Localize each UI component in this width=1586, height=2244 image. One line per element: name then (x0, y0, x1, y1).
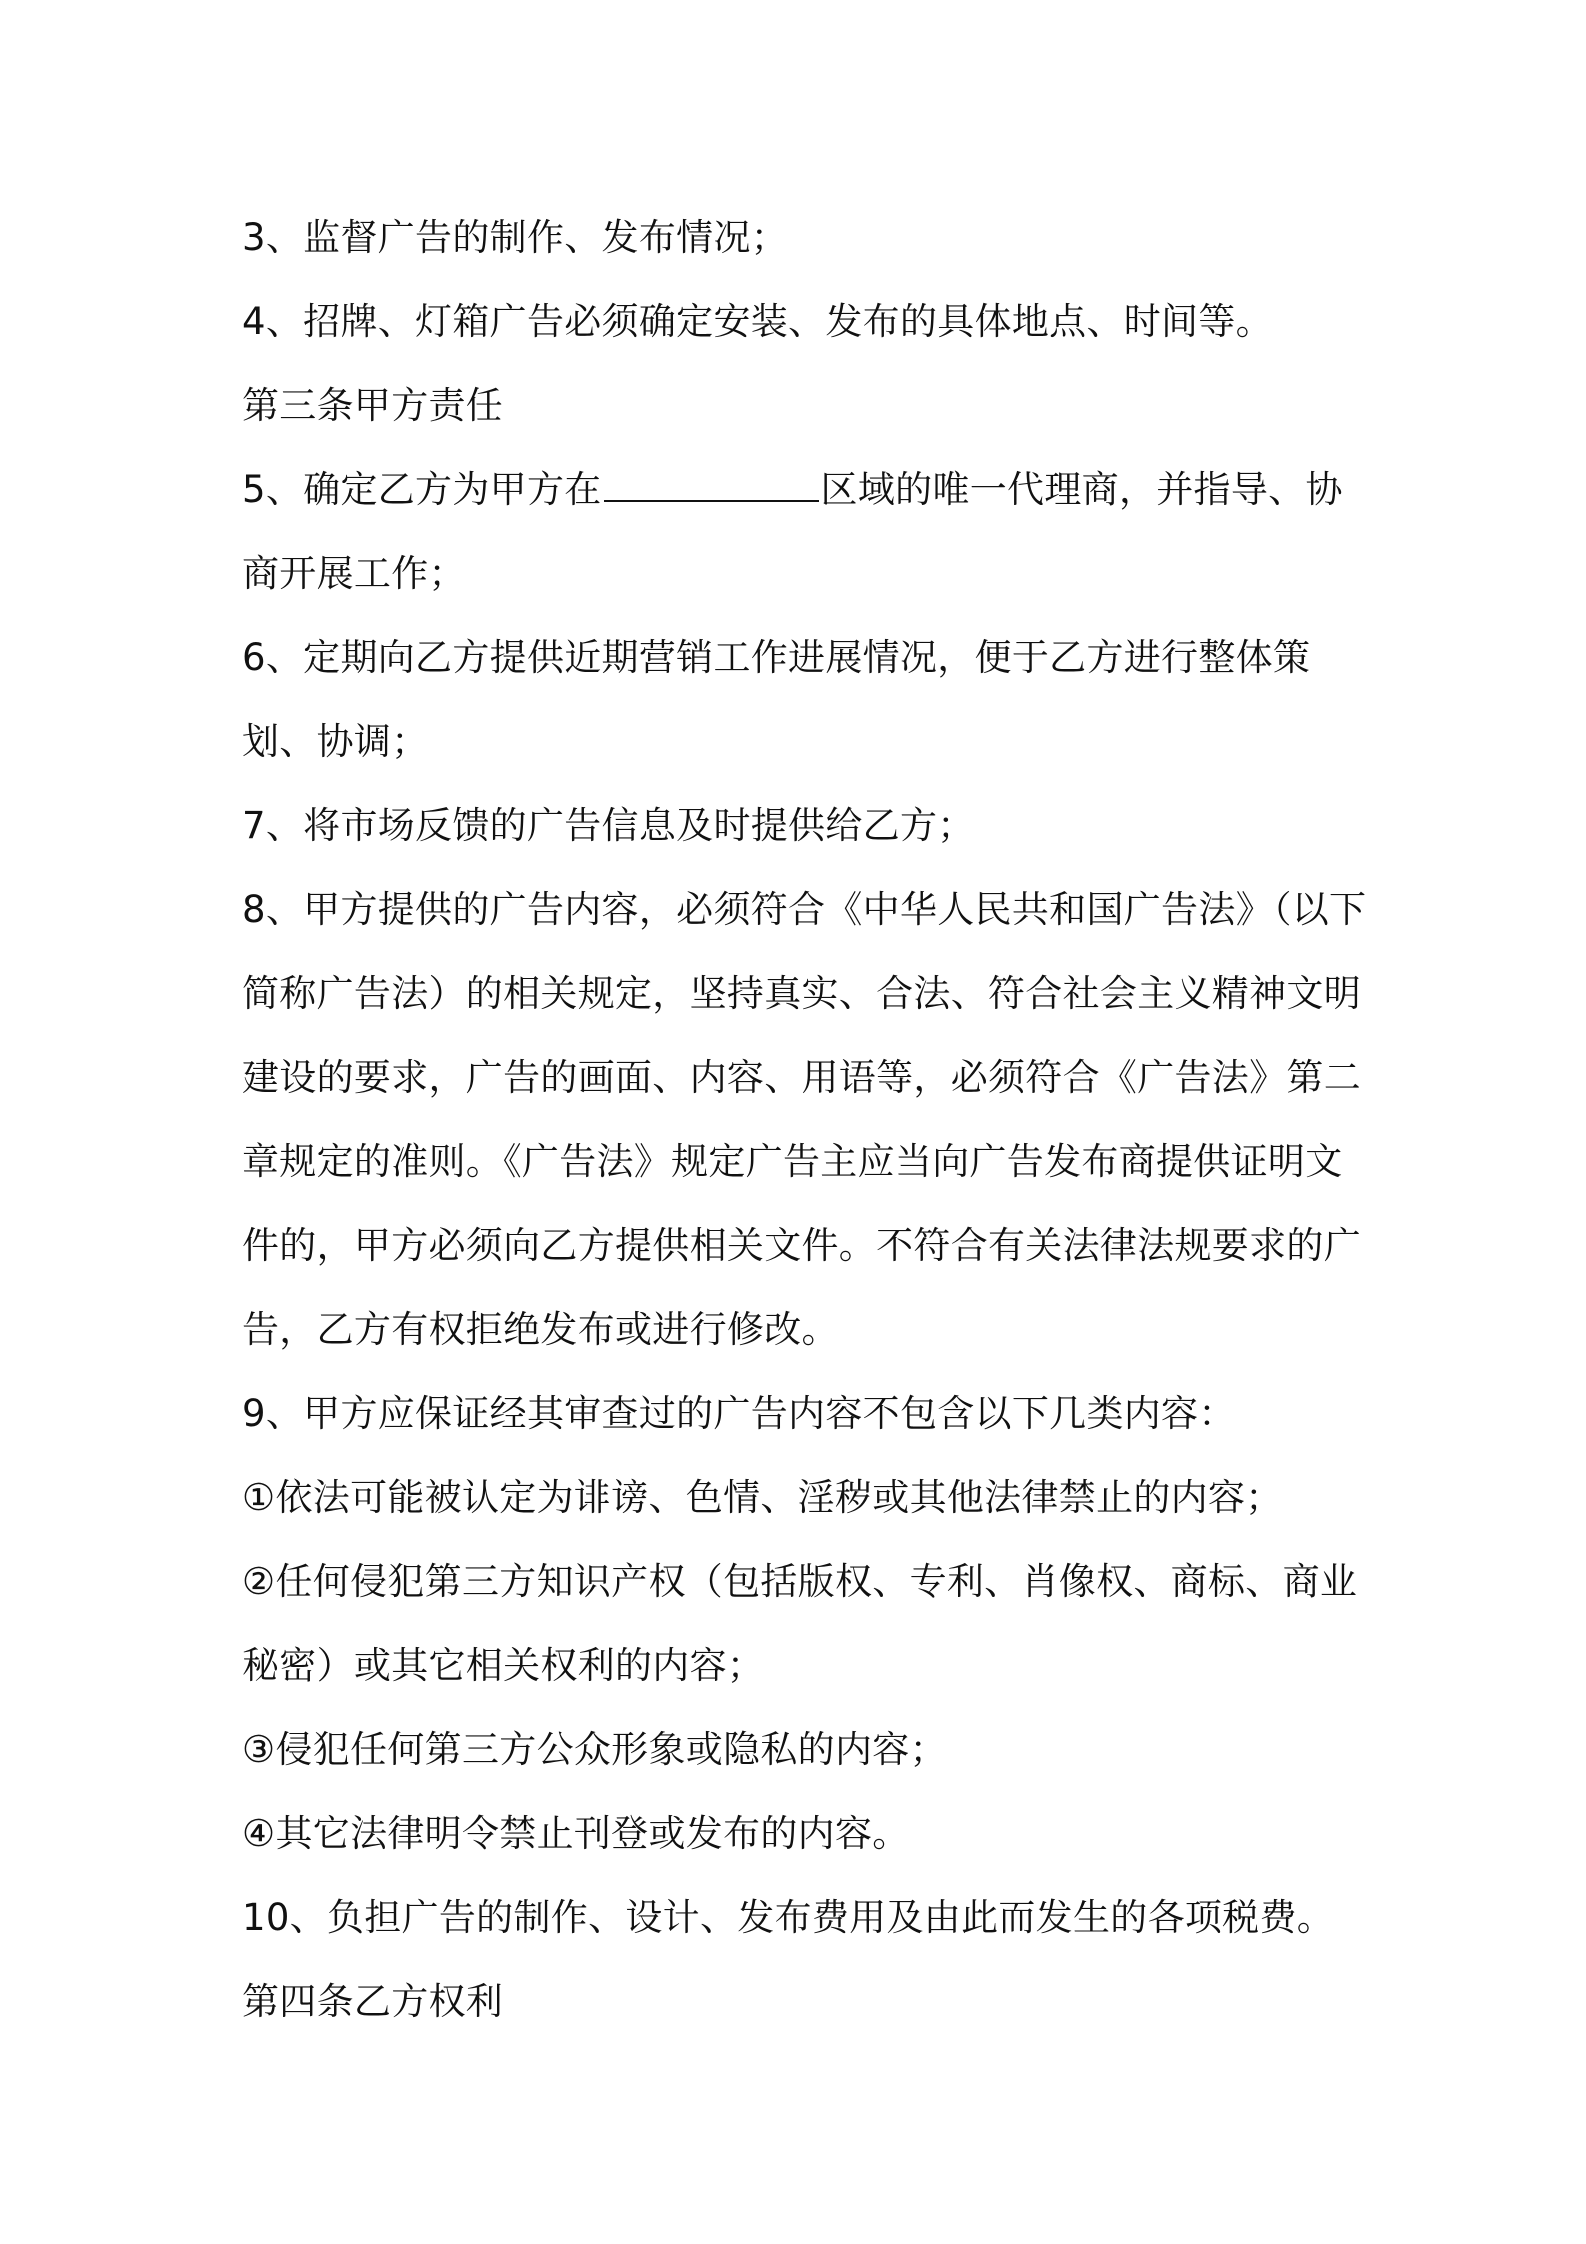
clause-item-5 (242, 448, 1372, 616)
sub-item-1: ①依法可能被认定为诽谤、色情、淫秽或其他法律禁止的内容； (242, 1476, 1283, 1519)
fill-in-blank (604, 466, 819, 502)
clause-item-4: 4、招牌、灯箱广告必须确定安装、发布的具体地点、时间等。 (242, 300, 1273, 343)
clause-item-5-before: 5、确定乙方为甲方在 (242, 468, 602, 511)
clause-item-7: 7、将市场反馈的广告信息及时提供给乙方； (242, 804, 975, 847)
sub-item-4: ④其它法律明令禁止刊登或发布的内容。 (242, 1812, 910, 1855)
sub-item-3: ③侵犯任何第三方公众形象或隐私的内容； (242, 1728, 947, 1771)
section-heading-article-4: 第四条乙方权利 (242, 1980, 504, 2023)
section-heading-article-3: 第三条甲方责任 (242, 384, 504, 427)
clause-item-5-after: 区域的唯一代理商，并指导、协商开展工作； (242, 468, 1343, 595)
clause-item-10: 10、负担广告的制作、设计、发布费用及由此而发生的各项税费。 (242, 1896, 1335, 1939)
clause-item-9: 9、甲方应保证经其审查过的广告内容不包含以下几类内容： (242, 1392, 1236, 1435)
sub-item-2: ②任何侵犯第三方知识产权（包括版权、专利、肖像权、商标、商业秘密）或其它相关权利的内容； (242, 1560, 1358, 1687)
clause-item-3: 3、监督广告的制作、发布情况； (242, 216, 789, 259)
document-body (242, 196, 1372, 2044)
clause-item-6: 6、定期向乙方提供近期营销工作进展情况，便于乙方进行整体策划、协调； (242, 636, 1311, 763)
clause-item-8: 8、甲方提供的广告内容，必须符合《中华人民共和国广告法》（以下简称广告法）的相关规定，坚持真实、合法、符合社会主义精神文明建设的要求，广告的画面、内容、用语等，必须符合《广告法》第二章规定的准则。《广告法》规定广告主应当向广告发布商提供证明文件的，甲方必须向乙方提供相关文件。不符合有关法律法规要求的广告，乙方有权拒绝发布或进行修改。 (242, 888, 1367, 1351)
